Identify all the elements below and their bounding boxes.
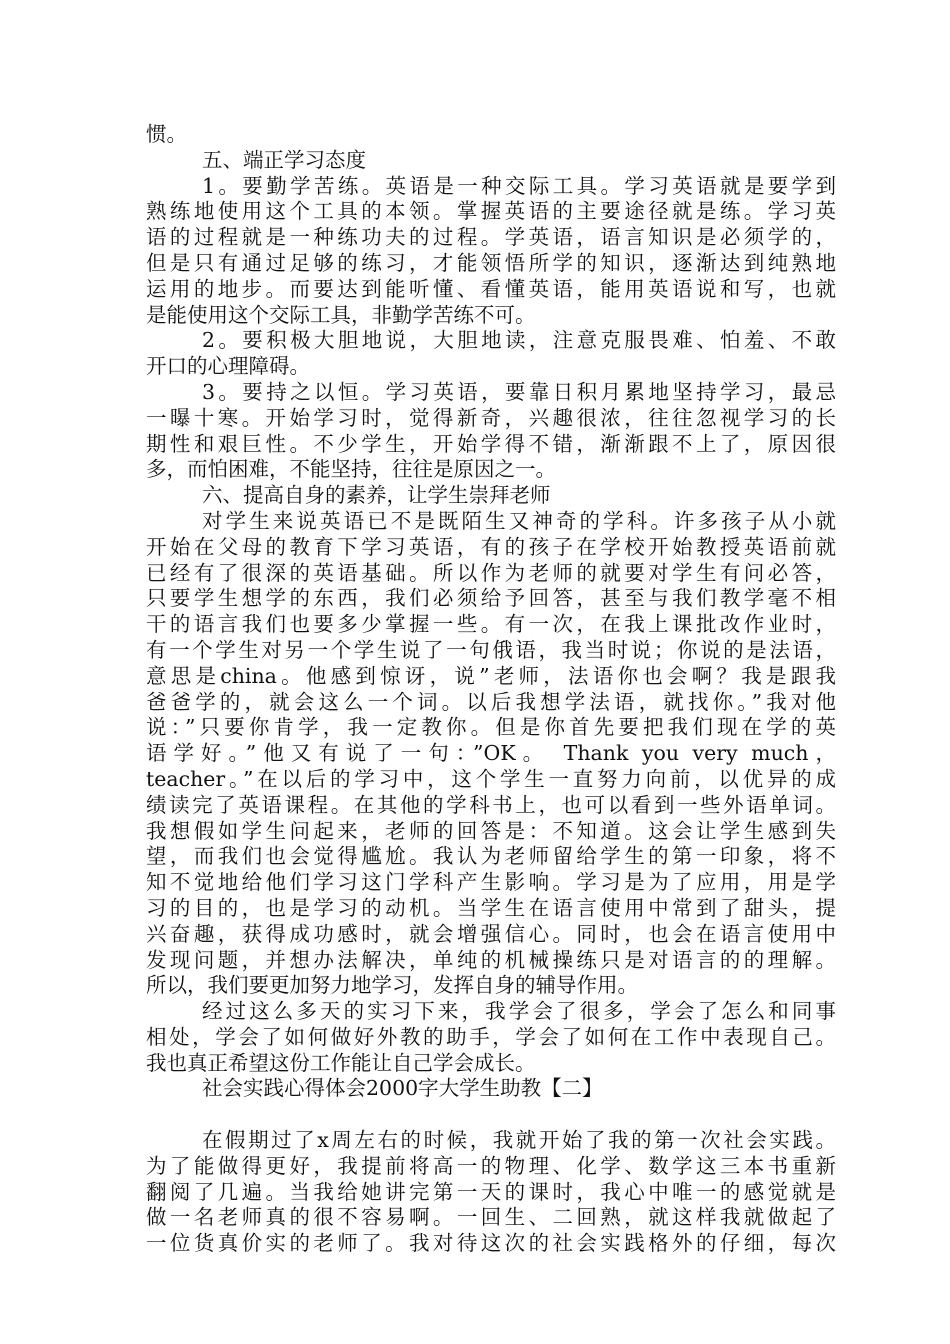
text-line: 对学生来说英语已不是既陌生又神奇的学科。许多孩子从小就 bbox=[202, 508, 836, 533]
text-line: 开口的心理障碍。 bbox=[146, 354, 310, 379]
text-line: 做一名老师真的很不容易啊。一回生、二回熟，就这样我就做起了 bbox=[146, 1205, 836, 1230]
text-line: 开始在父母的教育下学习英语，有的孩子在学校开始教授英语前就 bbox=[146, 534, 836, 559]
text-line: 已经有了很深的英语基础。所以作为老师的就要对学生有问必答， bbox=[146, 560, 836, 585]
text-line: teacher。”在以后的学习中，这个学生一直努力向前，以优异的成 bbox=[146, 766, 836, 791]
text-line: 多，而怕困难，不能坚持，往往是原因之一。 bbox=[146, 457, 556, 482]
text-line: 相处，学会了如何做好外教的助手，学会了如何在工作中表现自己。 bbox=[146, 1024, 836, 1049]
text-line: 爸爸学的，就会这么一个词。以后我想学法语，就找你。”我对他 bbox=[146, 689, 836, 714]
text-line: 一曝十寒。开始学习时，觉得新奇，兴趣很浓，往往忽视学习的长 bbox=[146, 405, 836, 430]
text-line: 一位货真价实的老师了。我对待这次的社会实践格外的仔细，每次 bbox=[146, 1231, 836, 1256]
text-line: 运用的地步。而要达到能听懂、看懂英语，能用英语说和写，也就 bbox=[146, 276, 836, 301]
text-line: 语的过程就是一种练功夫的过程。学英语，语言知识是必须学的， bbox=[146, 225, 836, 250]
text-line: 在假期过了x周左右的时候，我就开始了我的第一次社会实践。 bbox=[202, 1128, 836, 1153]
text-line: 社会实践心得体会2000字大学生助教【二】 bbox=[202, 1076, 603, 1101]
text-line: 绩读完了英语课程。在其他的学科书上，也可以看到一些外语单词。 bbox=[146, 792, 836, 817]
text-line: 只要学生想学的东西，我们必须给予回答，甚至与我们教学毫不相 bbox=[146, 586, 836, 611]
text-line: 为了能做得更好，我提前将高一的物理、化学、数学这三本书重新 bbox=[146, 1153, 836, 1178]
text-line: 经过这么多天的实习下来，我学会了很多，学会了怎么和同事 bbox=[202, 999, 836, 1024]
text-line: 期性和艰巨性。不少学生，开始学得不错，渐渐跟不上了，原因很 bbox=[146, 431, 836, 456]
document-body bbox=[146, 122, 836, 1257]
text-line: 是能使用这个交际工具，非勤学苦练不可。 bbox=[146, 302, 536, 327]
text-line: 我想假如学生问起来，老师的回答是：不知道。这会让学生感到失 bbox=[146, 818, 836, 843]
text-line: 习的目的，也是学习的动机。当学生在语言使用中常到了甜头，提 bbox=[146, 895, 836, 920]
text-line: 六、提高自身的素养，让学生崇拜老师 bbox=[202, 483, 551, 508]
text-line: 望，而我们也会觉得尴尬。我认为老师留给学生的第一印象，将不 bbox=[146, 844, 836, 869]
blank-line bbox=[146, 1102, 836, 1128]
text-line: 3。要持之以恒。学习英语，要靠日积月累地坚持学习，最忌 bbox=[202, 379, 836, 404]
text-line: 说：”只要你肯学，我一定教你。但是你首先要把我们现在学的英 bbox=[146, 715, 836, 740]
text-line: 熟练地使用这个工具的本领。掌握英语的主要途径就是练。学习英 bbox=[146, 199, 836, 224]
text-line: 有一个学生对另一个学生说了一句俄语，我当时说；你说的是法语， bbox=[146, 637, 836, 662]
text-line: 1。要勤学苦练。英语是一种交际工具。学习英语就是要学到 bbox=[202, 173, 836, 198]
text-line: 2。要积极大胆地说，大胆地读，注意克服畏难、怕羞、不敢 bbox=[202, 328, 836, 353]
text-line: 知不觉地给他们学习这门学科产生影响。学习是为了应用，用是学 bbox=[146, 870, 836, 895]
text-line: 惯。 bbox=[146, 122, 187, 146]
text-line: 五、端正学习态度 bbox=[202, 147, 366, 172]
text-line: 兴奋趣，获得成功感时，就会增强信心。同时，也会在语言使用中 bbox=[146, 921, 836, 946]
text-line: 但是只有通过足够的练习，才能领悟所学的知识，逐渐达到纯熟地 bbox=[146, 250, 836, 275]
text-line: 干的语言我们也要多少掌握一些。有一次，在我上课批改作业时， bbox=[146, 612, 836, 637]
text-line: 意思是china。他感到惊讶，说”老师，法语你也会啊？我是跟我 bbox=[146, 663, 836, 688]
text-line: 所以，我们要更加努力地学习，发挥自身的辅导作用。 bbox=[146, 973, 638, 998]
text-line: 我也真正希望这份工作能让自己学会成长。 bbox=[146, 1050, 536, 1075]
text-line: 翻阅了几遍。当我给她讲完第一天的课时，我心中唯一的感觉就是 bbox=[146, 1179, 836, 1204]
text-line: 语学好。”他又有说了一句：”OK。 Thank you very much， bbox=[146, 741, 836, 766]
text-line: 发现问题，并想办法解决，单纯的机械操练只是对语言的的理解。 bbox=[146, 947, 836, 972]
